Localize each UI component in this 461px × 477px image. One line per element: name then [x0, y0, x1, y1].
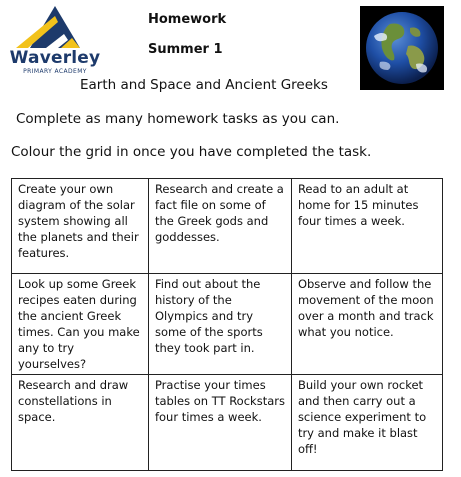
- task-cell: Find out about the history of the Olympics and try some of the sports they took part in.: [148, 274, 291, 375]
- logo-school-name: Waverley: [9, 48, 101, 68]
- school-logo: [6, 4, 104, 80]
- task-cell: Observe and follow the movement of the moon over a month and track what you notice.: [291, 274, 442, 375]
- grid-row: [12, 375, 443, 471]
- logo-triangle-icon: [6, 4, 104, 50]
- task-cell: Practise your times tables on TT Rockstars four times a week.: [148, 375, 291, 471]
- term-label: Summer 1: [148, 42, 223, 57]
- task-cell: Research and create a fact file on some of the Greek gods and goddesses.: [148, 179, 291, 274]
- page-title: Homework: [148, 12, 227, 27]
- grid-row: [12, 274, 443, 375]
- topic-heading: Earth and Space and Ancient Greeks: [80, 77, 328, 93]
- task-cell: Build your own rocket and then carry out a science experiment to try and make it blast off!: [291, 375, 442, 471]
- task-cell: Look up some Greek recipes eaten during the ancient Greek times. Can you make any to try yourselves?: [12, 274, 149, 375]
- earth-globe-image: [360, 6, 444, 90]
- intro-text: Complete as many homework tasks as you can.: [16, 111, 340, 127]
- homework-grid: [11, 178, 443, 471]
- instruction-text: Colour the grid in once you have completed the task.: [11, 144, 372, 160]
- logo-school-subtitle: PRIMARY ACADEMY: [23, 68, 87, 75]
- task-cell: Create your own diagram of the solar system showing all the planets and their features.: [12, 179, 149, 274]
- task-cell: Research and draw constellations in space.: [12, 375, 149, 471]
- task-cell: Read to an adult at home for 15 minutes four times a week.: [291, 179, 442, 274]
- grid-row: [12, 179, 443, 274]
